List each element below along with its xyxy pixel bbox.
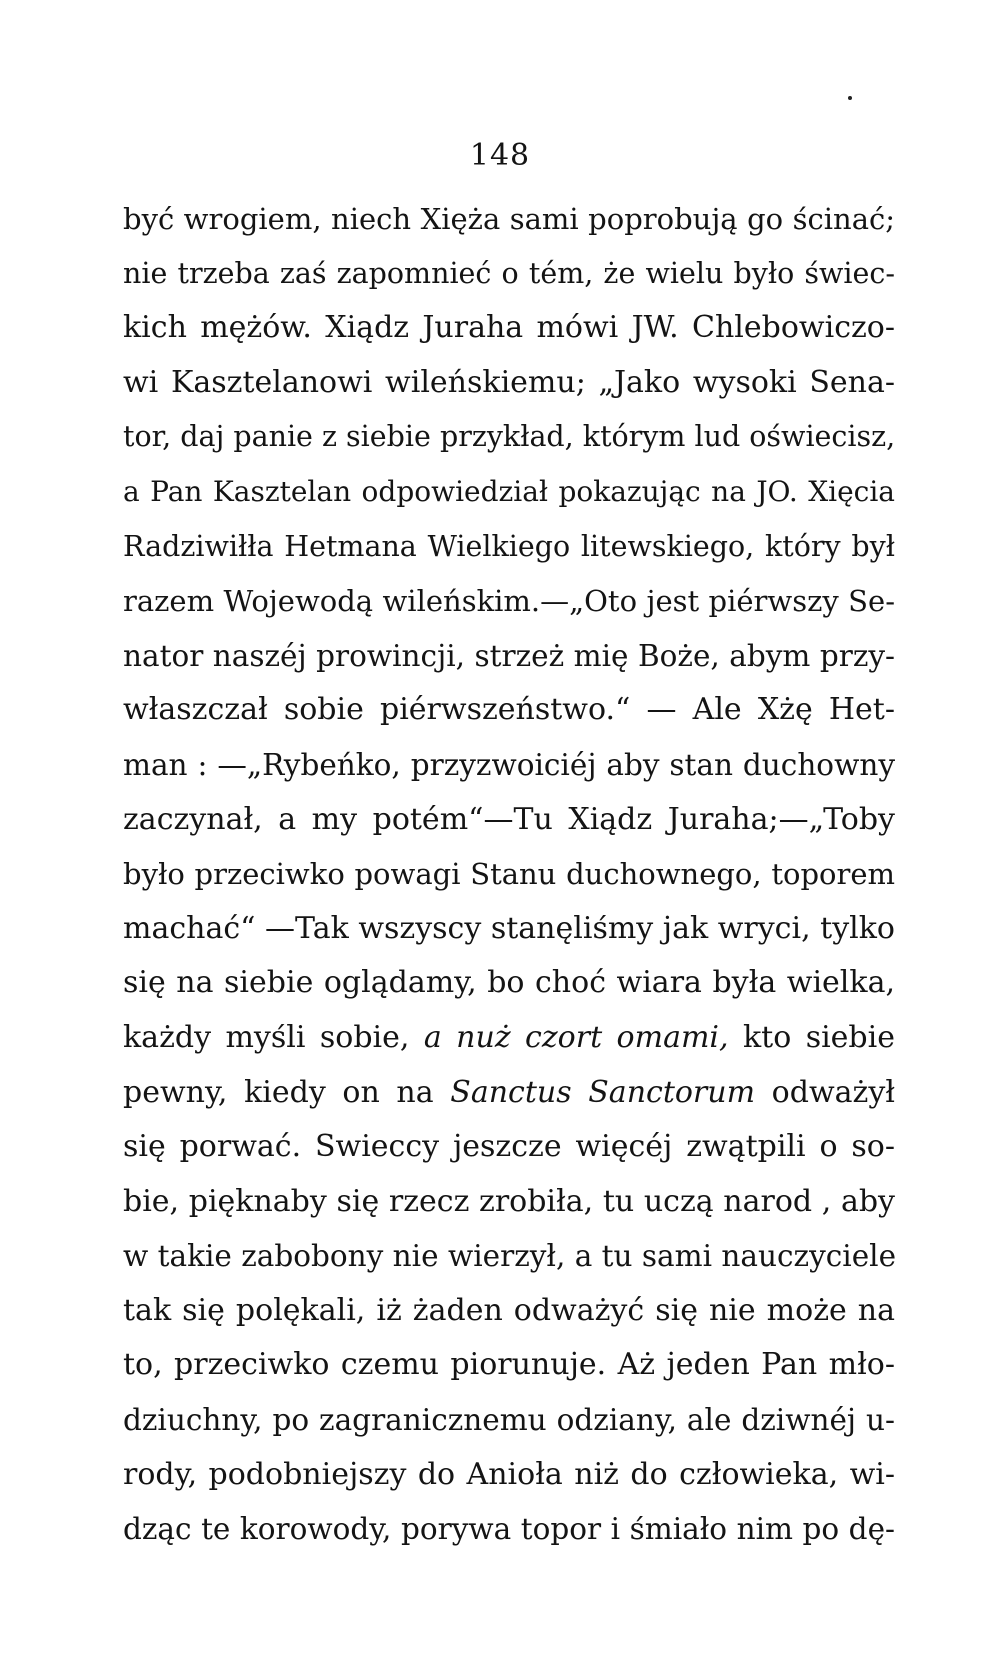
text-line: tor, daj panie z siebie przykład, którym lud oświecisz, — [123, 420, 896, 454]
text-line: Radziwiłła Hetmana Wielkiego litewskiego, który był — [123, 529, 895, 563]
text-line — [123, 1011, 895, 1066]
text-line: man : —„Rybeńko, przyzwoiciéj aby stan duchowny — [123, 747, 895, 782]
text-line: dząc te korowody, porywa topor i śmiało nim po dę- — [123, 1512, 895, 1547]
text-line: machać“ —Tak wszyscy stanęliśmy jak wryci, tylko — [123, 910, 895, 946]
text-line — [123, 1066, 895, 1121]
ink-speck — [848, 96, 852, 100]
text-line: bie, pięknaby się rzecz zrobiła, tu uczą narod , aby — [123, 1183, 895, 1219]
italic-phrase: Sanctus Sanctorum — [450, 1074, 756, 1110]
text-segment: pewny, kiedy on na — [123, 1074, 451, 1110]
text-line: właszczał sobie piérwszeństwo.“ — Ale Xżę Het- — [123, 692, 895, 728]
text-line: w takie zabobony nie wierzył, a tu sami nauczyciele — [123, 1239, 897, 1274]
text-line: było przeciwko powagi Stanu duchownego, toporem — [123, 857, 895, 892]
text-line: to, przeciwko czemu piorunuje. Aż jeden Pan mło- — [123, 1347, 895, 1383]
text-line: nator naszéj prowincji, strzeż mię Boże, abym przy- — [123, 638, 895, 673]
text-line: wi Kasztelanowi wileńskiemu; „Jako wysoki Sena- — [123, 364, 895, 400]
text-line: a Pan Kasztelan odpowiedział pokazując na JO. Xięcia — [123, 474, 895, 508]
text-line: kich mężów. Xiądz Juraha mówi JW. Chlebowiczo- — [123, 310, 895, 346]
page-number: 148 — [469, 138, 531, 173]
text-line: się na siebie oglądamy, bo choć wiara była wielka, — [123, 965, 895, 1001]
text-segment: każdy myśli sobie, — [123, 1019, 424, 1055]
text-line: się porwać. Swieccy jeszcze więcéj zwątpili o so- — [123, 1129, 895, 1165]
text-segment: odważył — [755, 1074, 895, 1110]
body-text — [123, 192, 895, 1557]
text-line: zaczynał, a my potém“—Tu Xiądz Juraha;—„Toby — [123, 801, 895, 837]
text-line: rody, podobniejszy do Anioła niż do człowieka, wi- — [123, 1456, 895, 1492]
text-line: nie trzeba zaś zapomnieć o tém, że wielu było świec- — [123, 256, 895, 290]
text-line: tak się polękali, iż żaden odważyć się nie może na — [123, 1292, 895, 1328]
text-segment: kto siebie — [728, 1019, 895, 1055]
italic-phrase: a nuż czort omami, — [423, 1019, 729, 1055]
text-line: razem Wojewodą wileńskim.—„Oto jest piérwszy Se- — [123, 584, 895, 619]
text-line: dziuchny, po zagranicznemu odziany, ale dziwnéj u- — [123, 1403, 895, 1438]
text-line: być wrogiem, niech Xięża sami poprobują go ścinać; — [123, 202, 895, 236]
